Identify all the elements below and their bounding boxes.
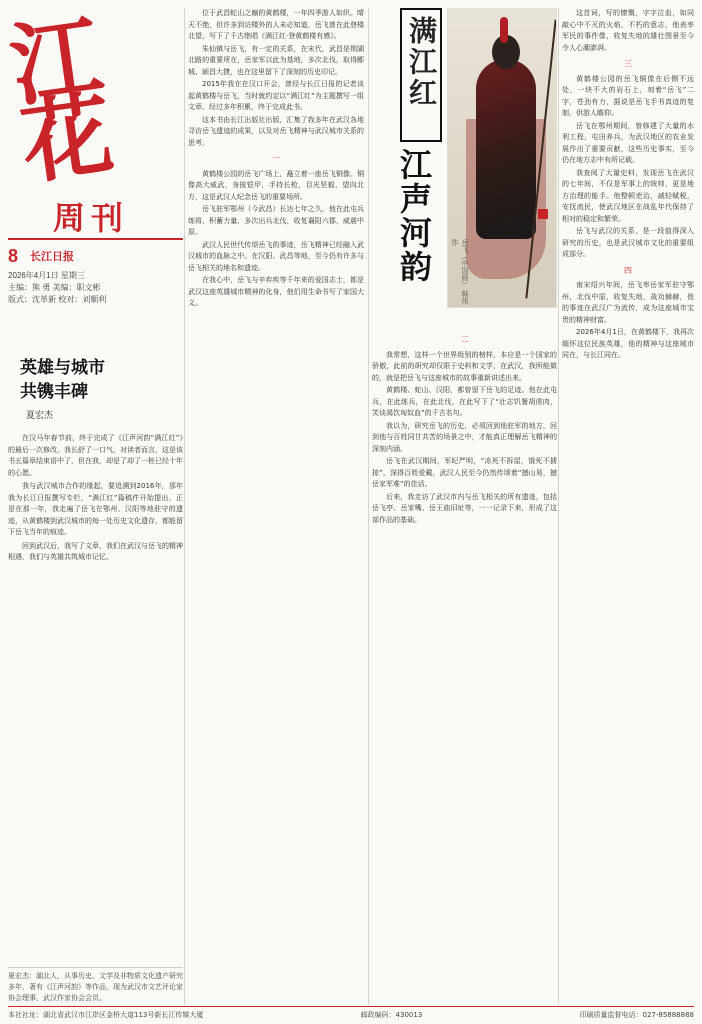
feature-paragraph: 回到武汉后，我写了文章，我们在武汉与岳飞的精神相遇，我们与英雄共筑城市记忆。 xyxy=(8,541,183,561)
right-paragraph: 黄鹤楼公园的岳飞铜像在后侧不远处，一块不大的岩石上，刻着“岳飞”二字，苍劲有力，据说是岳飞手书真迹的复制，供游人瞻仰。 xyxy=(562,74,694,117)
main-title: 满江红 xyxy=(405,16,438,109)
mid-paragraph: 朱仙镇与岳飞，有一定的关系，在宋代，武昌是荆湖北路的重要所在，岳家军以此为基地，多次北伐，取得郾城、颍昌大捷，也在这里留下了深刻的历史印记。 xyxy=(188,44,364,76)
footer-phone: 印刷质量监督电话：027-85888888 xyxy=(579,1010,694,1019)
mid-paragraph: 这本书由长江出版社出版，汇集了我多年在武汉各地寻访岳飞遗迹的成果，以及对岳飞精神与武汉城市关系的思考。 xyxy=(188,115,364,147)
mid-paragraph: 位于武昌蛇山之巅的黄鹤楼，一年四季游人如织。晴天不绝，但许多到访楼外的人未必知道，岳飞曾在此登楼北望，写下了千古绝唱《满江红·登黄鹤楼有感》。 xyxy=(188,9,364,40)
column-divider xyxy=(184,8,185,1004)
feature-title-line1: 英雄与城市 xyxy=(20,358,105,378)
painting-seal xyxy=(538,209,548,219)
subtitle: 江声河韵 xyxy=(395,148,433,284)
date-line: 2026年4月1日 星期三 xyxy=(8,271,85,280)
lower-paragraph: 我常想，这样一个世界级别的榜样，本应是一个国家的骄傲，此前的研究却仅限于史料和文学，在武汉，我所能做的，就是把岳飞与这座城市的故事重新讲述出来。 xyxy=(372,350,557,382)
paper-name: 长江日报 xyxy=(30,251,74,263)
mid-paragraph: 岳飞驻军鄂州（今武昌）长达七年之久，他在此屯兵练将，积蓄力量，多次出兵北伐，收复襄阳六郡，威震中原。 xyxy=(188,205,364,236)
page-footer xyxy=(8,1006,694,1020)
mid-paragraph: 在我心中，岳飞与辛弃疾等千年来的爱国志士，都是武汉这座英雄城市精神的化身，他们用生命书写了家国大义。 xyxy=(188,276,364,307)
painting-helmet-plume xyxy=(500,17,508,43)
section-heading-three: 三 xyxy=(624,59,632,68)
editors-line: 主编：熊 勇 美编：职文彬 xyxy=(8,283,101,292)
feature-title-line2: 共镌丰碑 xyxy=(20,382,88,402)
right-paragraph: 这首词，写的慷慨，字字泣血，如同敲心中不灭的火焰，不朽的意志，他表率军民的事件像，收复失地的雄壮图景至今令人心潮澎湃。 xyxy=(562,9,694,52)
page-number: 8 xyxy=(8,246,19,266)
right-paragraph: 南宋绍兴年间，岳飞率岳家军驻守鄂州，北伐中原，收复失地，战功赫赫，他的事迹在武汉广为流传，成为这座城市宝贵的精神财富。 xyxy=(562,281,694,324)
footer-postcode: 邮政编码：430013 xyxy=(360,1010,423,1019)
masthead-section: 周刊 xyxy=(53,199,130,237)
feature-author: 夏宏杰 xyxy=(26,411,54,421)
feature-paragraph: 我与武汉城市合作的缘起，要追溯到2016年，那年我为长江日报撰写专栏，“满江红”篇稿件开始提出，正是在那一年，我走遍了岳飞在鄂州、汉阳等地驻守的遗迹，从黄鹤楼到武汉城市的每一处历史文化遗存，都能留下岳飞当年的痕迹。 xyxy=(8,482,183,536)
proof-line: 版式：沈革新 校对：刘顺利 xyxy=(8,295,107,304)
mid-paragraph: 黄鹤楼公园的岳飞广场上，矗立着一座岳飞铜像。铜像高大威武，身披铠甲，手持长枪，目光坚毅，望向北方，这是武汉人纪念岳飞的重要场所。 xyxy=(188,169,364,201)
painting-figure-body xyxy=(476,59,536,239)
lower-text-block xyxy=(372,330,557,527)
masthead xyxy=(4,4,183,238)
lower-paragraph: 黄鹤楼、蛇山、汉阳，都曾留下岳飞的足迹。他在此屯兵，在此练兵，在此北伐，在此写下了“壮志饥餐胡虏肉，笑谈渴饮匈奴血”的千古名句。 xyxy=(372,386,557,417)
main-title-box xyxy=(400,8,442,142)
footer-address: 本社社址：湖北省武汉市江岸区金桥大道113号新长江传媒大厦 xyxy=(8,1010,204,1019)
masthead-brand: 江花 xyxy=(4,4,106,198)
lower-paragraph: 我以为，研究岳飞的历史，必须回到他驻军的地方，回到他与百姓同甘共苦的场景之中，才能真正理解岳飞精神的深刻内涵。 xyxy=(372,421,557,453)
lower-paragraph: 岳飞在武汉期间，军纪严明，“冻死不拆屋，饿死不掳掠”，深得百姓爱戴，武汉人民至今仍然传颂着“撼山易，撼岳家军难”的佳话。 xyxy=(372,457,557,488)
feature-paragraph: 在汉马年春节前，终于完成了《江声河韵“满江红”》的最后一次修改，我长舒了一口气。对读者而言，这是该书五篇章结束语中了，但在我，却是了却了一桩已经十年的心愿。 xyxy=(8,434,183,477)
section-heading-one: 一 xyxy=(272,154,280,163)
column-divider xyxy=(558,8,559,1004)
feature-title xyxy=(8,356,183,404)
right-paragraph: 2026年4月1日，在黄鹤楼下，我再次缅怀这位民族英雄，他的精神与这座城市同在，与长江同在。 xyxy=(562,328,694,359)
feature-body xyxy=(8,433,183,564)
lower-paragraph: 后来，我走访了武汉市内与岳飞相关的所有遗迹，包括岳飞亭、岳家嘴、岳王庙旧址等，一一记录下来，形成了这部作品的基础。 xyxy=(372,492,557,524)
right-paragraph: 岳飞在鄂州期间，曾修建了大量的水利工程，屯田养兵，为武汉地区的农业发展作出了重要贡献，这些历史事实，至今仍在地方志中有所记载。 xyxy=(562,121,694,164)
mid-paragraph: 武汉人民世代传颂岳飞的事迹，岳飞精神已经融入武汉城市的血脉之中。在汉阳、武昌等地，至今仍有许多与岳飞相关的地名和遗迹。 xyxy=(188,240,364,272)
painting-caption: 岳飞（中国画） 韩伟 作 xyxy=(451,239,469,305)
column-divider xyxy=(368,8,369,1004)
section-heading-two: 二 xyxy=(460,335,469,344)
issue-info xyxy=(8,238,183,326)
left-column xyxy=(4,4,183,1004)
right-paragraph: 我查阅了大量史料，发现岳飞在武汉的七年间，不仅是军事上的统帅，更是地方治理的能手。他整顿吏治，减轻赋税，安抚流民，使武汉地区在战乱年代保持了相对的稳定和繁荣。 xyxy=(562,168,694,223)
painting-yue-fei xyxy=(447,8,557,308)
author-bio: 夏宏杰：湖北人，从事历史、文学及非物质文化遗产研究多年，著有《江声河韵》等作品，现为武汉市文艺评论家协会理事，武汉作家协会会员。 xyxy=(8,967,183,1004)
mid-paragraph: 2015年我在在汉口开会，曾经与长江日报的记者谈起黄鹤楼与岳飞，当时就约定以“满江红”为主题撰写一组文章。经过多年积累，终于完成此书。 xyxy=(188,80,364,111)
section-heading-four: 四 xyxy=(624,265,632,275)
right-column xyxy=(562,8,694,363)
right-paragraph: 岳飞与武汉的关系，是一段值得深入研究的历史，也是武汉城市文化的重要组成部分。 xyxy=(562,227,694,258)
middle-column xyxy=(188,8,364,311)
